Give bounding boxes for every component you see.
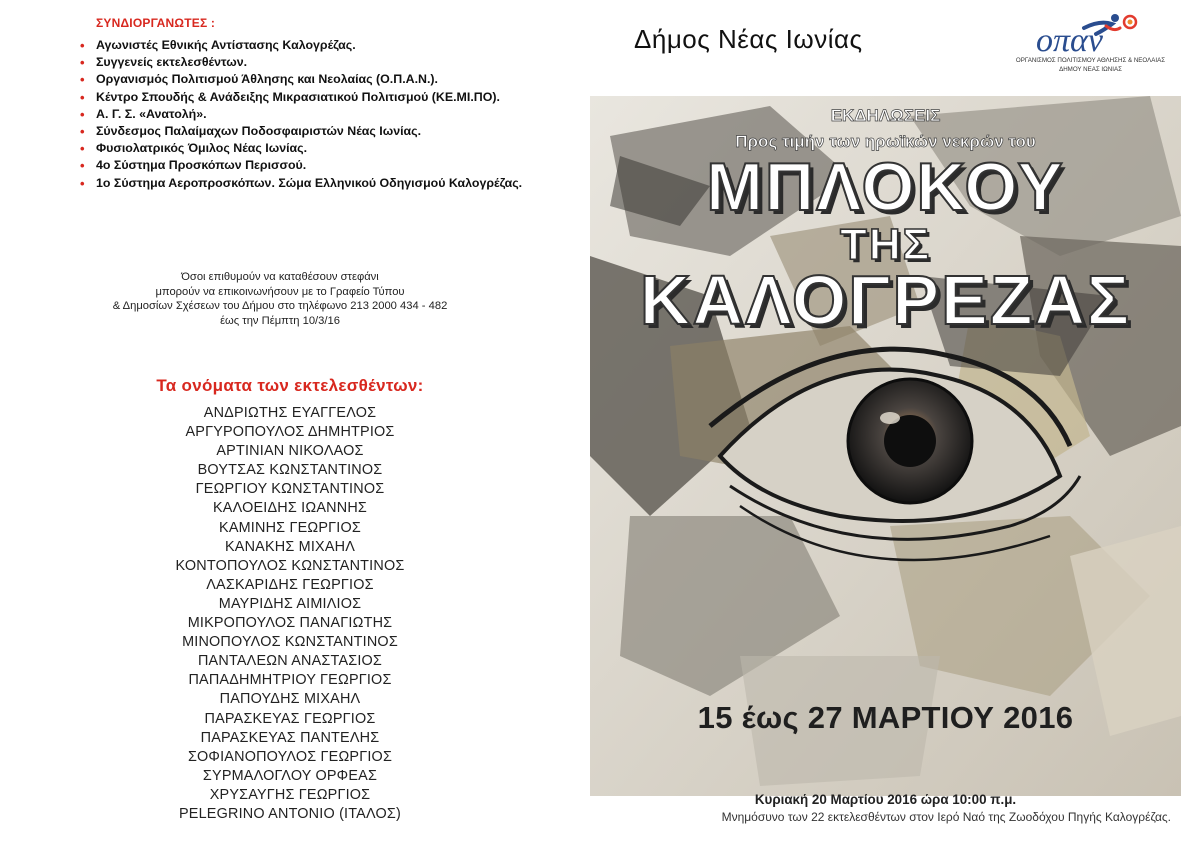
executed-names-list [100,404,480,824]
name-item: ΑΝΔΡΙΩΤΗΣ ΕΥΑΓΓΕΛΟΣ [203,405,377,421]
memorial-description: Μνημόσυνο των 22 εκτελεσθέντων στον Ιερό Ναό της Ζωοδόχου Πηγής Καλογρέζας. [721,810,1171,824]
name-item: ΠΑΡΑΣΚΕΥΑΣ ΠΑΝΤΕΛΗΣ [200,729,380,746]
name-item: ΚΑΝΑΚΗΣ ΜΙΧΑΗΛ [224,538,356,555]
name-item: ΜΑΥΡΙΔΗΣ ΑΙΜΙΛΙΟΣ [218,595,362,612]
name-item: ΚΑΜΙΝΗΣ ΓΕΩΡΓΙΟΣ [219,519,361,536]
notice-line: Όσοι επιθυμούν να καταθέσουν στεφάνι [181,271,379,283]
name-item: ΣΥΡΜΑΛΟΓΛΟΥ ΟΡΦΕΑΣ [202,767,378,784]
date-range: 15 έως 27 ΜΑΡΤΙΟΥ 2016 [697,700,1074,735]
organizers-list [78,38,558,193]
organizer-item: • 1ο Σύστημα Αεροπροσκόπων. Σώμα Ελληνικού Οδηγισμού Καλογρέζας. [78,176,558,192]
name-item: ΠΑΝΤΑΛΕΩΝ ΑΝΑΣΤΑΣΙΟΣ [197,653,383,670]
organizer-item: • Α. Γ. Σ. «Ανατολή». [78,107,558,123]
municipality-name: Δήμος Νέας Ιωνίας [634,24,863,54]
name-item: ΣΟΦΙΑΝΟΠΟΥΛΟΣ ΓΕΩΡΓΙΟΣ [187,748,393,765]
organizer-item: • Οργανισμός Πολιτισμού Άθλησης και Νεολαίας (Ο.Π.Α.Ν.). [78,72,558,88]
right-panel [590,0,1181,853]
notice-line: μπορούν να επικοινωνήσουν με το Γραφείο Τύπου [155,285,405,298]
name-item: ΓΕΩΡΓΙΟΥ ΚΩΝΣΤΑΝΤΙΝΟΣ [195,481,385,498]
memorial-date-time: Κυριακή 20 Μαρτίου 2016 ώρα 10:00 π.μ. [754,792,1017,807]
left-panel [0,0,590,853]
name-item: ΜΙΝΟΠΟΥΛΟΣ ΚΩΝΣΤΑΝΤΙΝΟΣ [182,634,398,651]
name-item: PELEGRINO ANTONIO (ΙΤΑΛΟΣ) [179,805,401,822]
name-item: ΛΑΣΚΑΡΙΔΗΣ ΓΕΩΡΓΙΟΣ [206,576,374,593]
organizer-item: • Συγγενείς εκτελεσθέντων. [78,55,558,71]
name-item: ΠΑΠΟΥΔΗΣ ΜΙΧΑΗΛ [219,691,361,708]
name-item: ΑΡΓΥΡΟΠΟΥΛΟΣ ΔΗΜΗΤΡΙΟΣ [185,424,395,441]
logo-subtitle-municipality: ΔΗΜΟΥ ΝΕΑΣ ΙΩΝΙΑΣ [1059,66,1122,73]
name-item: ΜΙΚΡΟΠΟΥΛΟΣ ΠΑΝΑΓΙΩΤΗΣ [187,615,393,632]
title-line-3: ΚΑΛΟΓΡΕΖΑΣ [639,261,1132,339]
logo-word: οπαν [1036,22,1103,59]
notice-line: & Δημοσίων Σχέσεων του Δήμου στο τηλέφωνο 213 2000 434 - 482 [112,300,448,313]
organizer-item: • Σύνδεσμος Παλαίμαχων Ποδοσφαιριστών Νέας Ιωνίας. [78,124,558,140]
name-item: ΠΑΡΑΣΚΕΥΑΣ ΓΕΩΡΓΙΟΣ [204,710,376,727]
name-item: ΠΑΠΑΔΗΜΗΤΡΙΟΥ ΓΕΩΡΓΙΟΣ [188,672,392,689]
organizers-title: ΣΥΝΔΙΟΡΓΑΝΩΤΕΣ : [96,16,216,30]
organizer-item: • Φυσιολατρικός Όμιλος Νέας Ιωνίας. [78,141,558,157]
notice-line: έως την Πέμπτη 10/3/16 [220,314,340,327]
honor-line: Προς τιμήν των ηρωϊκών νεκρών του [735,132,1036,151]
name-item: ΒΟΥΤΣΑΣ ΚΩΝΣΤΑΝΤΙΝΟΣ [197,462,383,479]
organizer-item: • Κέντρο Σπουδής & Ανάδειξης Μικρασιατικού Πολιτισμού (ΚΕ.ΜΙ.ΠΟ). [78,90,558,106]
name-item: ΑΡΤΙΝΙΑΝ ΝΙΚΟΛΑΟΣ [216,443,364,460]
opan-logo [1008,8,1173,78]
events-label: ΕΚΔΗΛΩΣΕΙΣ [830,106,941,125]
organizer-item: • 4ο Σύστημα Προσκόπων Περισσού. [78,158,558,174]
name-item: ΚΑΛΟΕΙΔΗΣ ΙΩΑΝΝΗΣ [212,500,368,517]
title-line-2: ΤΗΣ [839,220,932,269]
organizer-item: • Αγωνιστές Εθνικής Αντίστασης Καλογρέζας. [78,38,558,54]
name-item: ΚΟΝΤΟΠΟΥΛΟΣ ΚΩΝΣΤΑΝΤΙΝΟΣ [175,557,405,574]
wreath-notice [60,270,500,328]
logo-subtitle: ΟΡΓΑΝΙΣΜΟΣ ΠΟΛΙΤΙΣΜΟΥ ΑΘΛΗΣΗΣ & ΝΕΟΛΑΙΑΣ [1015,57,1166,64]
names-title: Τα ονόματα των εκτελεσθέντων: [156,376,424,395]
title-line-1: ΜΠΛΟΚΟΥ [706,149,1065,225]
name-item: ΧΡΥΣΑΥΓΗΣ ΓΕΩΡΓΙΟΣ [209,786,371,803]
